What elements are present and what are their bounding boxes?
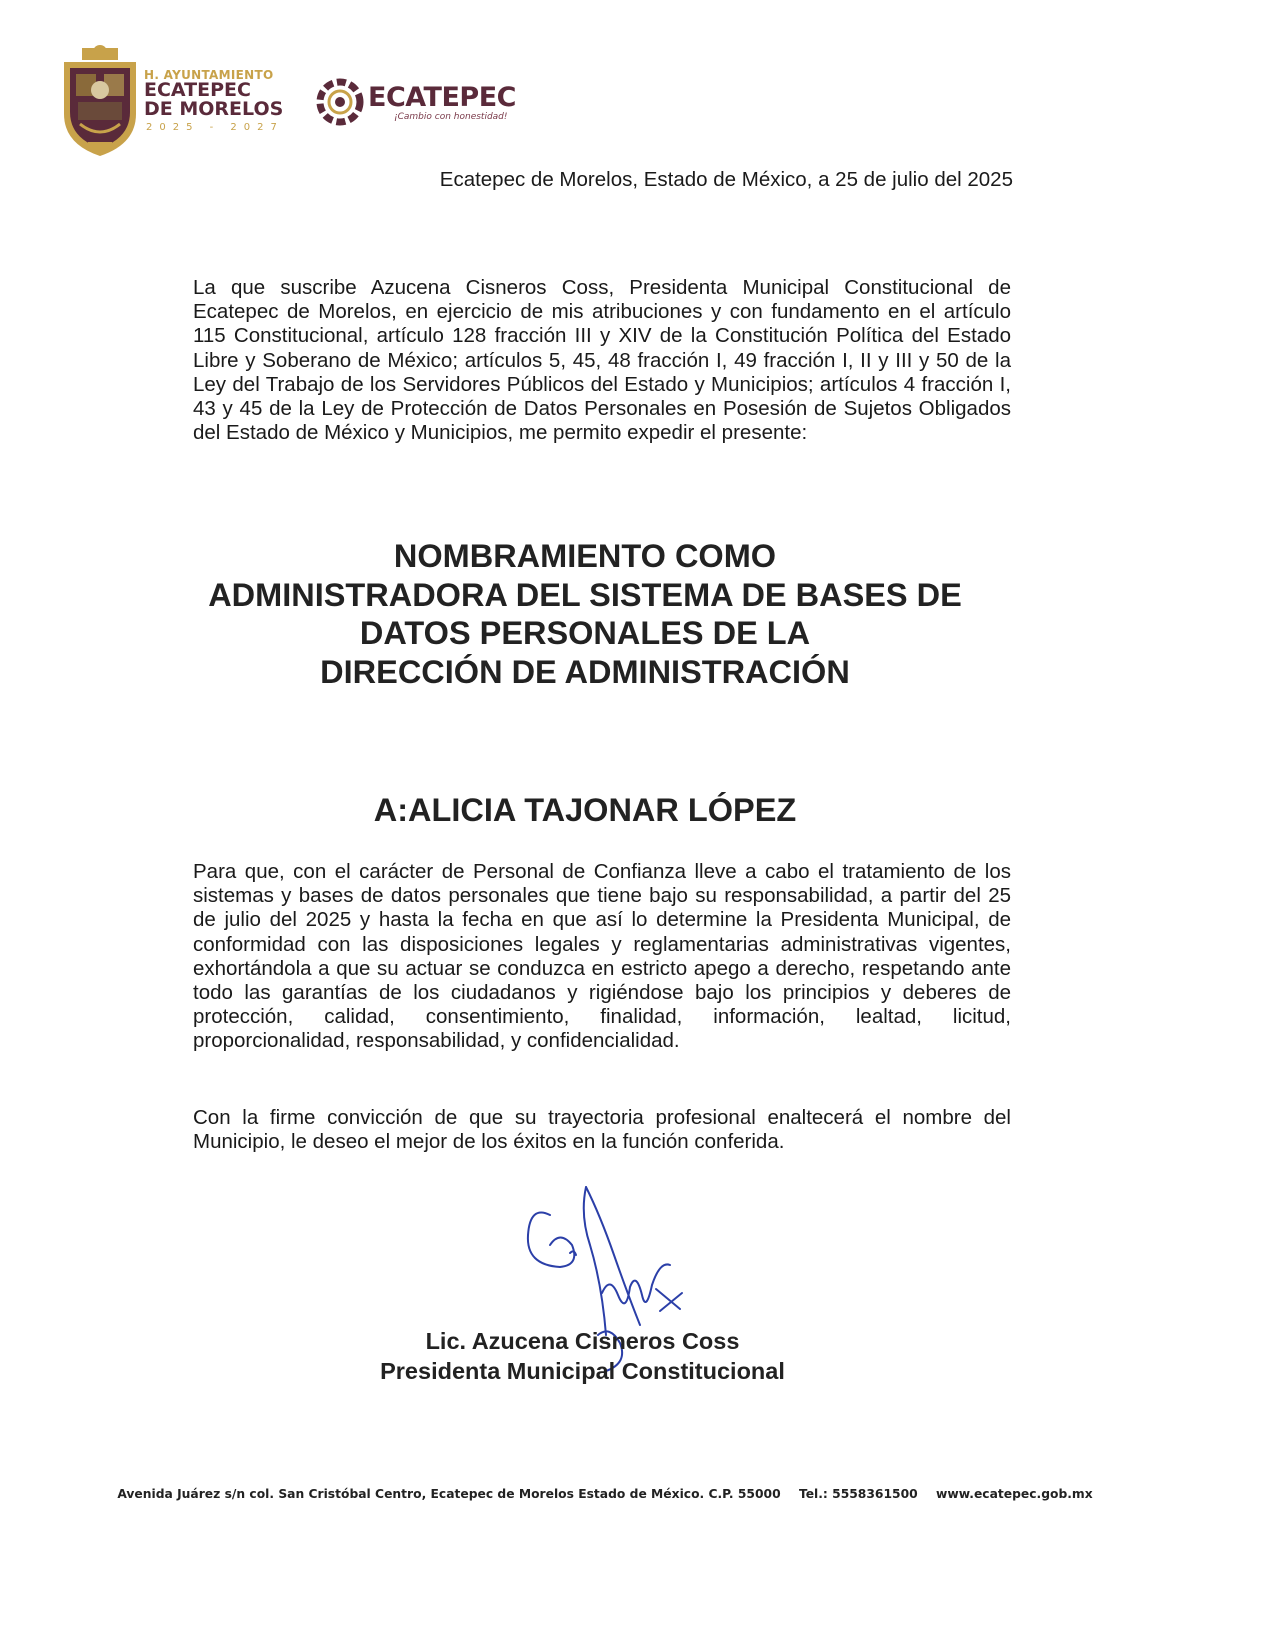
signer-title: Presidenta Municipal Constitucional <box>380 1358 785 1384</box>
title-line-4: DIRECCIÓN DE ADMINISTRACIÓN <box>320 653 850 690</box>
footer-address: Avenida Juárez s/n col. San Cristóbal Centro, Ecatepec de Morelos Estado de México. C.P. 55000 <box>117 1487 781 1501</box>
title-line-1: NOMBRAMIENTO COMO <box>393 538 777 574</box>
signer-name: Lic. Azucena Cisneros Coss <box>425 1328 740 1354</box>
recipient-name: A:ALICIA TAJONAR LÓPEZ <box>373 792 797 828</box>
ayuntamiento-label: H. AYUNTAMIENTO <box>144 68 274 82</box>
city-name-line2: DE MORELOS <box>144 98 284 120</box>
term-years: 2025 - 2027 <box>146 122 284 133</box>
closing-paragraph: Con la firme convicción de que su trayectoria profesional enaltecerá el nombre del Municipio, le deseo el mejor de los éxitos en la función conferida. <box>193 1106 1011 1154</box>
city-name-line1: ECATEPEC <box>144 79 251 101</box>
letterhead <box>58 44 578 164</box>
document-date: Ecatepec de Morelos, Estado de México, a 25 de julio del 2025 <box>439 168 1013 191</box>
document-title <box>140 537 1030 691</box>
footer-phone: Tel.: 5558361500 <box>798 1487 918 1501</box>
appointment-paragraph: Para que, con el carácter de Personal de Confianza lleve a cabo el tratamiento de los sistemas y bases de datos personales que tiene bajo su responsabilidad, a partir del 25 de julio del 2025 y hasta la fecha en que así lo determine la Presidenta Municipal, de conformidad con las disposiciones legales y reglamentarias administrativas vigentes, exhortándola a que su actuar se conduzca en estricto apego a derecho, respetando ante todo las garantías de los ciudadanos y rigiéndose bajo los principios y deberes de protección, calidad, consentimiento, finalidad, información, lealtad, licitud, proporcionalidad, responsabilidad, y confidencialidad. <box>193 860 1011 1053</box>
footer-website: www.ecatepec.gob.mx <box>935 1487 1093 1501</box>
municipality-wordmark <box>144 68 304 148</box>
title-line-3: DATOS PERSONALES DE LA <box>359 615 811 651</box>
intro-paragraph: La que suscribe Azucena Cisneros Coss, Presidenta Municipal Constitucional de Ecatepec de Morelos, en ejercicio de mis atribuciones y con fundamento en el artículo 115 Constitucional, artículo 128 fracción III y XIV de la Constitución Política del Estado Libre y Soberano de México; artículos 5, 45, 48 fracción I, 49 fracción I, II y III y 50 de la Ley del Trabajo de los Servidores Públicos del Estado y Municipios; artículos 4 fracción I, 43 y 45 de la Ley de Protección de Datos Personales en Posesión de Sujetos Obligados del Estado de México y Municipios, me permito expedir el presente: <box>193 276 1011 445</box>
municipal-crest-logo <box>58 44 142 160</box>
footer-contact <box>40 1487 1170 1501</box>
title-line-2: ADMINISTRADORA DEL SISTEMA DE BASES DE <box>208 576 962 613</box>
brand-slogan: ¡Cambio con honestidad! <box>394 112 508 122</box>
brand-name: ECATEPEC <box>368 82 516 113</box>
